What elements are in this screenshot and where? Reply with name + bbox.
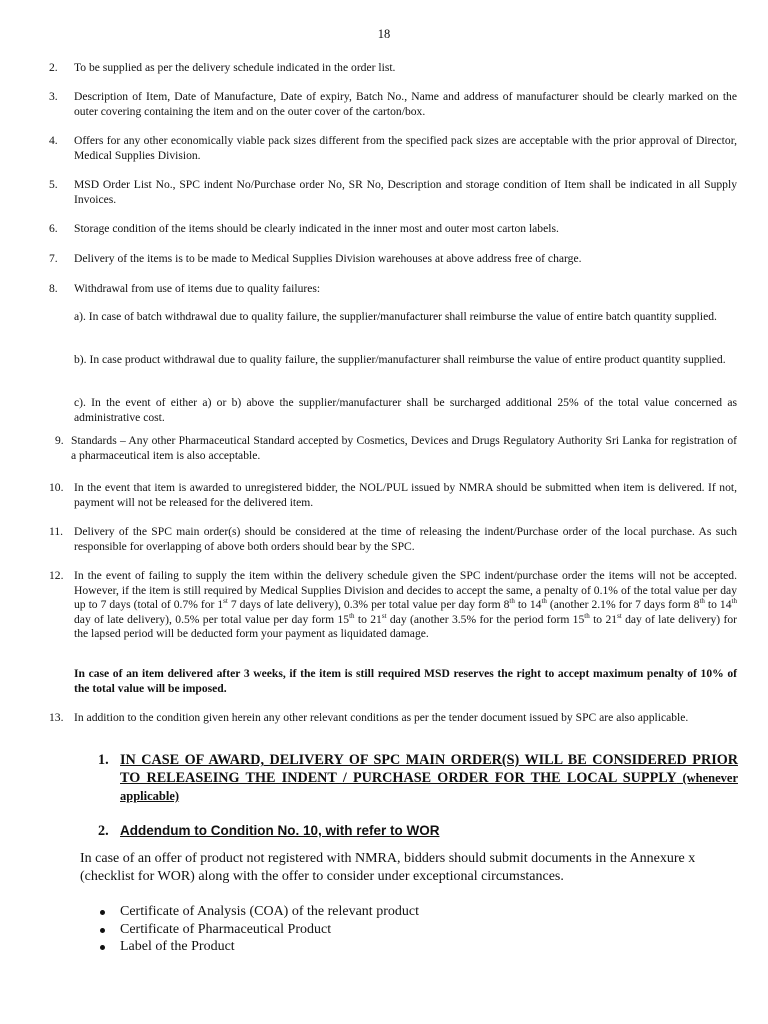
bullet-icon xyxy=(100,928,105,933)
superscript: th xyxy=(349,611,355,620)
condition-3 xyxy=(49,90,737,119)
condition-13 xyxy=(49,711,737,726)
condition-number: 8. xyxy=(49,282,58,295)
condition-number: 9. xyxy=(55,434,64,447)
condition-text: Withdrawal from use of items due to quality failures: xyxy=(74,282,321,295)
condition-5 xyxy=(49,178,737,207)
penalty-note: In case of an item delivered after 3 weeks, if the item is still required MSD reserves the right to accept maximum penalty of 10% of the total value will be imposed. xyxy=(74,667,737,695)
wor-documents-list xyxy=(98,903,419,956)
condition-number: 10. xyxy=(49,481,64,494)
superscript: th xyxy=(541,597,547,606)
list-item-text: Certificate of Pharmaceutical Product xyxy=(120,921,332,937)
text-segment: In the event of failing to supply the item within the delivery schedule given the SPC indent/purchase order the items will not be accepted. However, if the item is still required by Medical Supplies Division and decides to accept the same, a penalty of 0.1% of the total value per day up to 7 days (total of 0.7% for 1 xyxy=(74,569,737,612)
superscript: th xyxy=(584,611,590,620)
bullet-icon xyxy=(100,945,105,950)
superscript: st xyxy=(617,611,622,620)
condition-6 xyxy=(49,222,737,237)
superscript: st xyxy=(381,611,387,620)
condition-text: Delivery of the items is to be made to Medical Supplies Division warehouses at above address free of charge. xyxy=(74,252,582,265)
condition-text: Description of Item, Date of Manufacture, Date of expiry, Batch No., Name and address of manufacturer should be clearly marked on the outer covering containing the item and on the outer cover of the carton/box. xyxy=(74,90,737,118)
condition-text: Offers for any other economically viable pack sizes different from the specified pack sizes are acceptable with the prior approval of Director, Medical Supplies Division. xyxy=(74,134,737,162)
special-number: 2. xyxy=(98,823,109,839)
condition-number: 11. xyxy=(49,525,64,538)
condition-8 xyxy=(49,282,737,297)
condition-text: Storage condition of the items should be clearly indicated in the inner most and outer most carton labels. xyxy=(74,222,559,235)
condition-number: 4. xyxy=(49,134,58,147)
wor-paragraph: In case of an offer of product not registered with NMRA, bidders should submit documents in the Annexure x (checklist for WOR) along with the offer to consider under exceptional circumstances. xyxy=(80,851,696,884)
withdrawal-clause-b: b). In case product withdrawal due to quality failure, the supplier/manufacturer shall reimburse the value of entire product quantity supplied. xyxy=(74,353,726,366)
condition-10 xyxy=(49,481,737,510)
superscript: th xyxy=(699,597,705,606)
withdrawal-clause-c: c). In the event of either a) or b) above the supplier/manufacturer shall be surcharged additional 25% of the total value concerned as administrative cost. xyxy=(74,396,737,424)
condition-4 xyxy=(49,134,737,163)
special-condition-1 xyxy=(98,751,738,805)
withdrawal-clause-a: a). In case of batch withdrawal due to quality failure, the supplier/manufacturer shall reimburse the value of entire batch quantity supplied. xyxy=(74,310,717,323)
condition-text xyxy=(74,569,737,642)
special-condition-2 xyxy=(98,822,738,840)
list-item-text: Label of the Product xyxy=(120,939,235,954)
condition-text: Delivery of the SPC main order(s) should be considered at the time of releasing the indent/Purchase order of the local purchase. As such responsible for overlapping of above both orders should bear by the SPC. xyxy=(74,525,737,553)
condition-number: 7. xyxy=(49,252,58,265)
list-item xyxy=(98,903,419,921)
condition-number: 6. xyxy=(49,222,58,235)
condition-number: 13. xyxy=(49,711,64,724)
text-segment: day of late delivery), 0.5% per total value per day form 15 xyxy=(74,612,350,626)
condition-9 xyxy=(55,434,737,463)
superscript: st xyxy=(223,597,228,606)
text-segment: 7 days of late delivery), 0.3% per total value per day form 8 xyxy=(227,598,510,612)
condition-number: 3. xyxy=(49,90,58,103)
condition-text: Standards – Any other Pharmaceutical Standard accepted by Cosmetics, Devices and Drugs Regulatory Authority Sri Lanka for registration of a pharmaceutical item is also acceptable. xyxy=(71,434,737,462)
condition-number: 12. xyxy=(49,569,64,582)
condition-text: In the event that item is awarded to unregistered bidder, the NOL/PUL issued by NMRA should be submitted when item is delivered. If not, payment will not be released for the delivered item. xyxy=(74,481,737,509)
list-item xyxy=(98,938,419,956)
special-text: Addendum to Condition No. 10, with refer to WOR xyxy=(120,823,440,838)
text-segment: day of late delivery) for the lapsed period will be deducted form your payment as liquidated damage. xyxy=(74,612,737,641)
text-segment: to 21 xyxy=(589,612,618,626)
condition-7 xyxy=(49,252,737,267)
special-heading: IN CASE OF AWARD, DELIVERY OF SPC MAIN ORDER(S) WILL BE CONSIDERED PRIOR TO RELEASEING THE INDENT / PURCHASE ORDER FOR THE LOCAL SUPPLY xyxy=(120,752,738,786)
condition-number: 5. xyxy=(49,178,58,191)
special-number: 1. xyxy=(98,752,109,768)
superscript: th xyxy=(731,597,737,606)
list-item xyxy=(98,921,419,939)
text-segment: to 14 xyxy=(514,598,542,612)
special-text xyxy=(120,751,738,805)
bullet-icon xyxy=(100,910,105,915)
text-segment: day (another 3.5% for the period form 15 xyxy=(386,612,585,626)
page-number: 18 xyxy=(377,27,391,41)
condition-11 xyxy=(49,525,737,554)
condition-text: To be supplied as per the delivery schedule indicated in the order list. xyxy=(74,61,396,74)
text-segment: to 14 xyxy=(704,598,732,612)
condition-text: In addition to the condition given herein any other relevant conditions as per the tender document issued by SPC are also applicable. xyxy=(74,711,689,724)
condition-text: MSD Order List No., SPC indent No/Purchase order No, SR No, Description and storage condition of Item shall be indicated in all Supply Invoices. xyxy=(74,178,737,206)
list-item-text: Certificate of Analysis (COA) of the relevant product xyxy=(120,904,419,919)
superscript: th xyxy=(509,597,515,606)
special-suffix: (whenever applicable) xyxy=(120,771,738,803)
text-segment: (another 2.1% for 7 days form 8 xyxy=(546,598,700,612)
condition-2 xyxy=(49,61,737,76)
condition-number: 2. xyxy=(49,61,58,74)
text-segment: to 21 xyxy=(354,612,382,626)
condition-12 xyxy=(49,569,737,642)
